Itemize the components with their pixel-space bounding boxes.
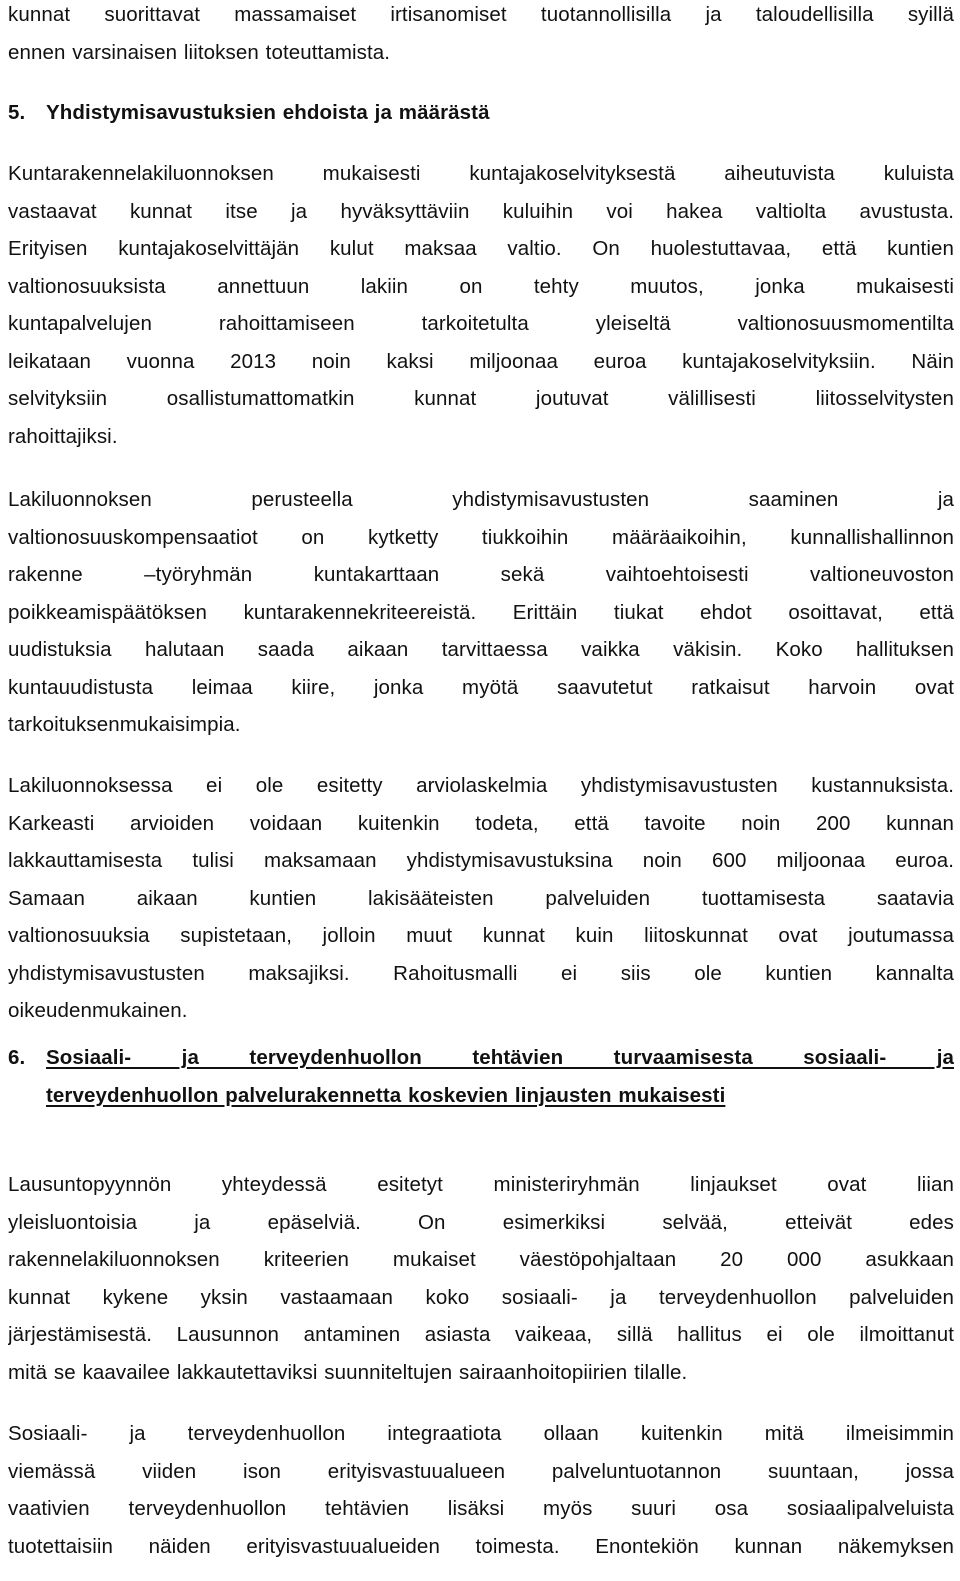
text-line: uudistuksia halutaan saada aikaan tarvittaessa vaikka väkisin. Koko hallituksen [8, 638, 954, 661]
text-line: kuntauudistusta leimaa kiire, jonka myötä saavutetut ratkaisut harvoin ovat [8, 675, 954, 699]
text-line: kuntapalvelujen rahoittamiseen tarkoitetulta yleiseltä valtionosuusmomentilta [8, 312, 954, 335]
text-line: yleisluontoisia ja epäselviä. On esimerkiksi selvää, etteivät edes [8, 1210, 954, 1234]
text-line: tuotettaisiin näiden erityisvastuualueiden toimesta. Enontekiön kunnan näkemyksen [8, 1534, 954, 1558]
text-line: tarkoituksenmukaisimpia. [8, 713, 241, 736]
text-line: rahoittajiksi. [8, 424, 118, 448]
text-line: Karkeasti arvioiden voidaan kuitenkin todeta, että tavoite noin 200 kunnan [8, 811, 954, 835]
text-line: Samaan aikaan kuntien lakisääteisten palveluiden tuottamisesta saatavia [8, 886, 954, 910]
text-line: selvityksiin osallistumattomatkin kunnat joutuvat välillisesti liitosselvitysten [8, 387, 954, 410]
paragraph-4 [8, 1166, 954, 1391]
text-line: oikeudenmukainen. [8, 999, 188, 1022]
text-line: valtionosuuksista annettuun lakiin on tehty muutos, jonka mukaisesti [8, 274, 954, 298]
intro-paragraph [8, 0, 954, 71]
text-line: vaativien terveydenhuollon tehtävien lisäksi myös suuri osa sosiaalipalveluista [8, 1497, 954, 1520]
text-line: valtionosuuksia supistetaan, jolloin muut kunnat kuin liitoskunnat ovat joutumassa [8, 924, 954, 947]
paragraph-5 [8, 1415, 954, 1565]
text-line: poikkeamispäätöksen kuntarakennekriteereistä. Erittäin tiukat ehdot osoittavat, että [8, 600, 954, 624]
text-line: lakkauttamisesta tulisi maksamaan yhdistymisavustuksina noin 600 miljoonaa euroa. [8, 849, 954, 872]
text-line: viemässä viiden ison erityisvastuualueen palveluntuotannon suuntaan, jossa [8, 1459, 954, 1483]
text-line: rakennelakiluonnoksen kriteerien mukaiset väestöpohjaltaan 20 000 asukkaan [8, 1248, 954, 1271]
section-title-line: Sosiaali- ja terveydenhuollon tehtävien turvaamisesta sosiaali- ja [46, 1046, 954, 1069]
section-title: Yhdistymisavustuksien ehdoista ja määrästä [46, 101, 490, 124]
text-line: Lausuntopyynnön yhteydessä esitetyt ministeriryhmän linjaukset ovat liian [8, 1173, 954, 1196]
text-line: Kuntarakennelakiluonnoksen mukaisesti kuntajakoselvityksestä aiheutuvista kuluista [8, 162, 954, 185]
paragraph-1 [8, 155, 954, 455]
text-line: ennen varsinaisen liitoksen toteuttamista. [8, 40, 391, 64]
text-line: vastaavat kunnat itse ja hyväksyttäviin kuluihin voi hakea valtiolta avustusta. [8, 199, 954, 223]
section-number: 5. [8, 101, 26, 124]
text-line: kunnat suorittavat massamaiset irtisanomiset tuotannollisilla ja taloudellisilla syillä [8, 3, 954, 26]
text-line: yhdistymisavustusten maksajiksi. Rahoitusmalli ei siis ole kuntien kannalta [8, 961, 954, 985]
section-5-heading [8, 94, 954, 132]
text-line: Erityisen kuntajakoselvittäjän kulut maksaa valtio. On huolestuttavaa, että kuntien [8, 237, 954, 260]
section-number: 6. [8, 1046, 26, 1069]
text-line: järjestämisestä. Lausunnon antaminen asiasta vaikeaa, sillä hallitus ei ole ilmoittanut [8, 1323, 954, 1346]
text-line: valtionosuuskompensaatiot on kytketty tiukkoihin määräaikoihin, kunnallishallinnon [8, 525, 954, 549]
text-line: mitä se kaavailee lakkautettaviksi suunniteltujen sairaanhoitopiirien tilalle. [8, 1360, 688, 1384]
paragraph-2 [8, 481, 954, 744]
paragraph-3 [8, 767, 954, 1030]
text-line: leikataan vuonna 2013 noin kaksi miljoonaa euroa kuntajakoselvityksiin. Näin [8, 349, 954, 373]
section-6-heading [8, 1039, 954, 1114]
text-line: kunnat kykene yksin vastaamaan koko sosiaali- ja terveydenhuollon palveluiden [8, 1285, 954, 1309]
text-line: Sosiaali- ja terveydenhuollon integraatiota ollaan kuitenkin mitä ilmeisimmin [8, 1422, 954, 1445]
section-title-line: terveydenhuollon palvelurakennetta koskevien linjausten mukaisesti [46, 1083, 726, 1107]
text-line: Lakiluonnoksen perusteella yhdistymisavustusten saaminen ja [8, 488, 954, 511]
text-line: Lakiluonnoksessa ei ole esitetty arviolaskelmia yhdistymisavustusten kustannuksista. [8, 774, 954, 797]
text-line: rakenne –työryhmän kuntakarttaan sekä vaihtoehtoisesti valtioneuvoston [8, 563, 954, 586]
